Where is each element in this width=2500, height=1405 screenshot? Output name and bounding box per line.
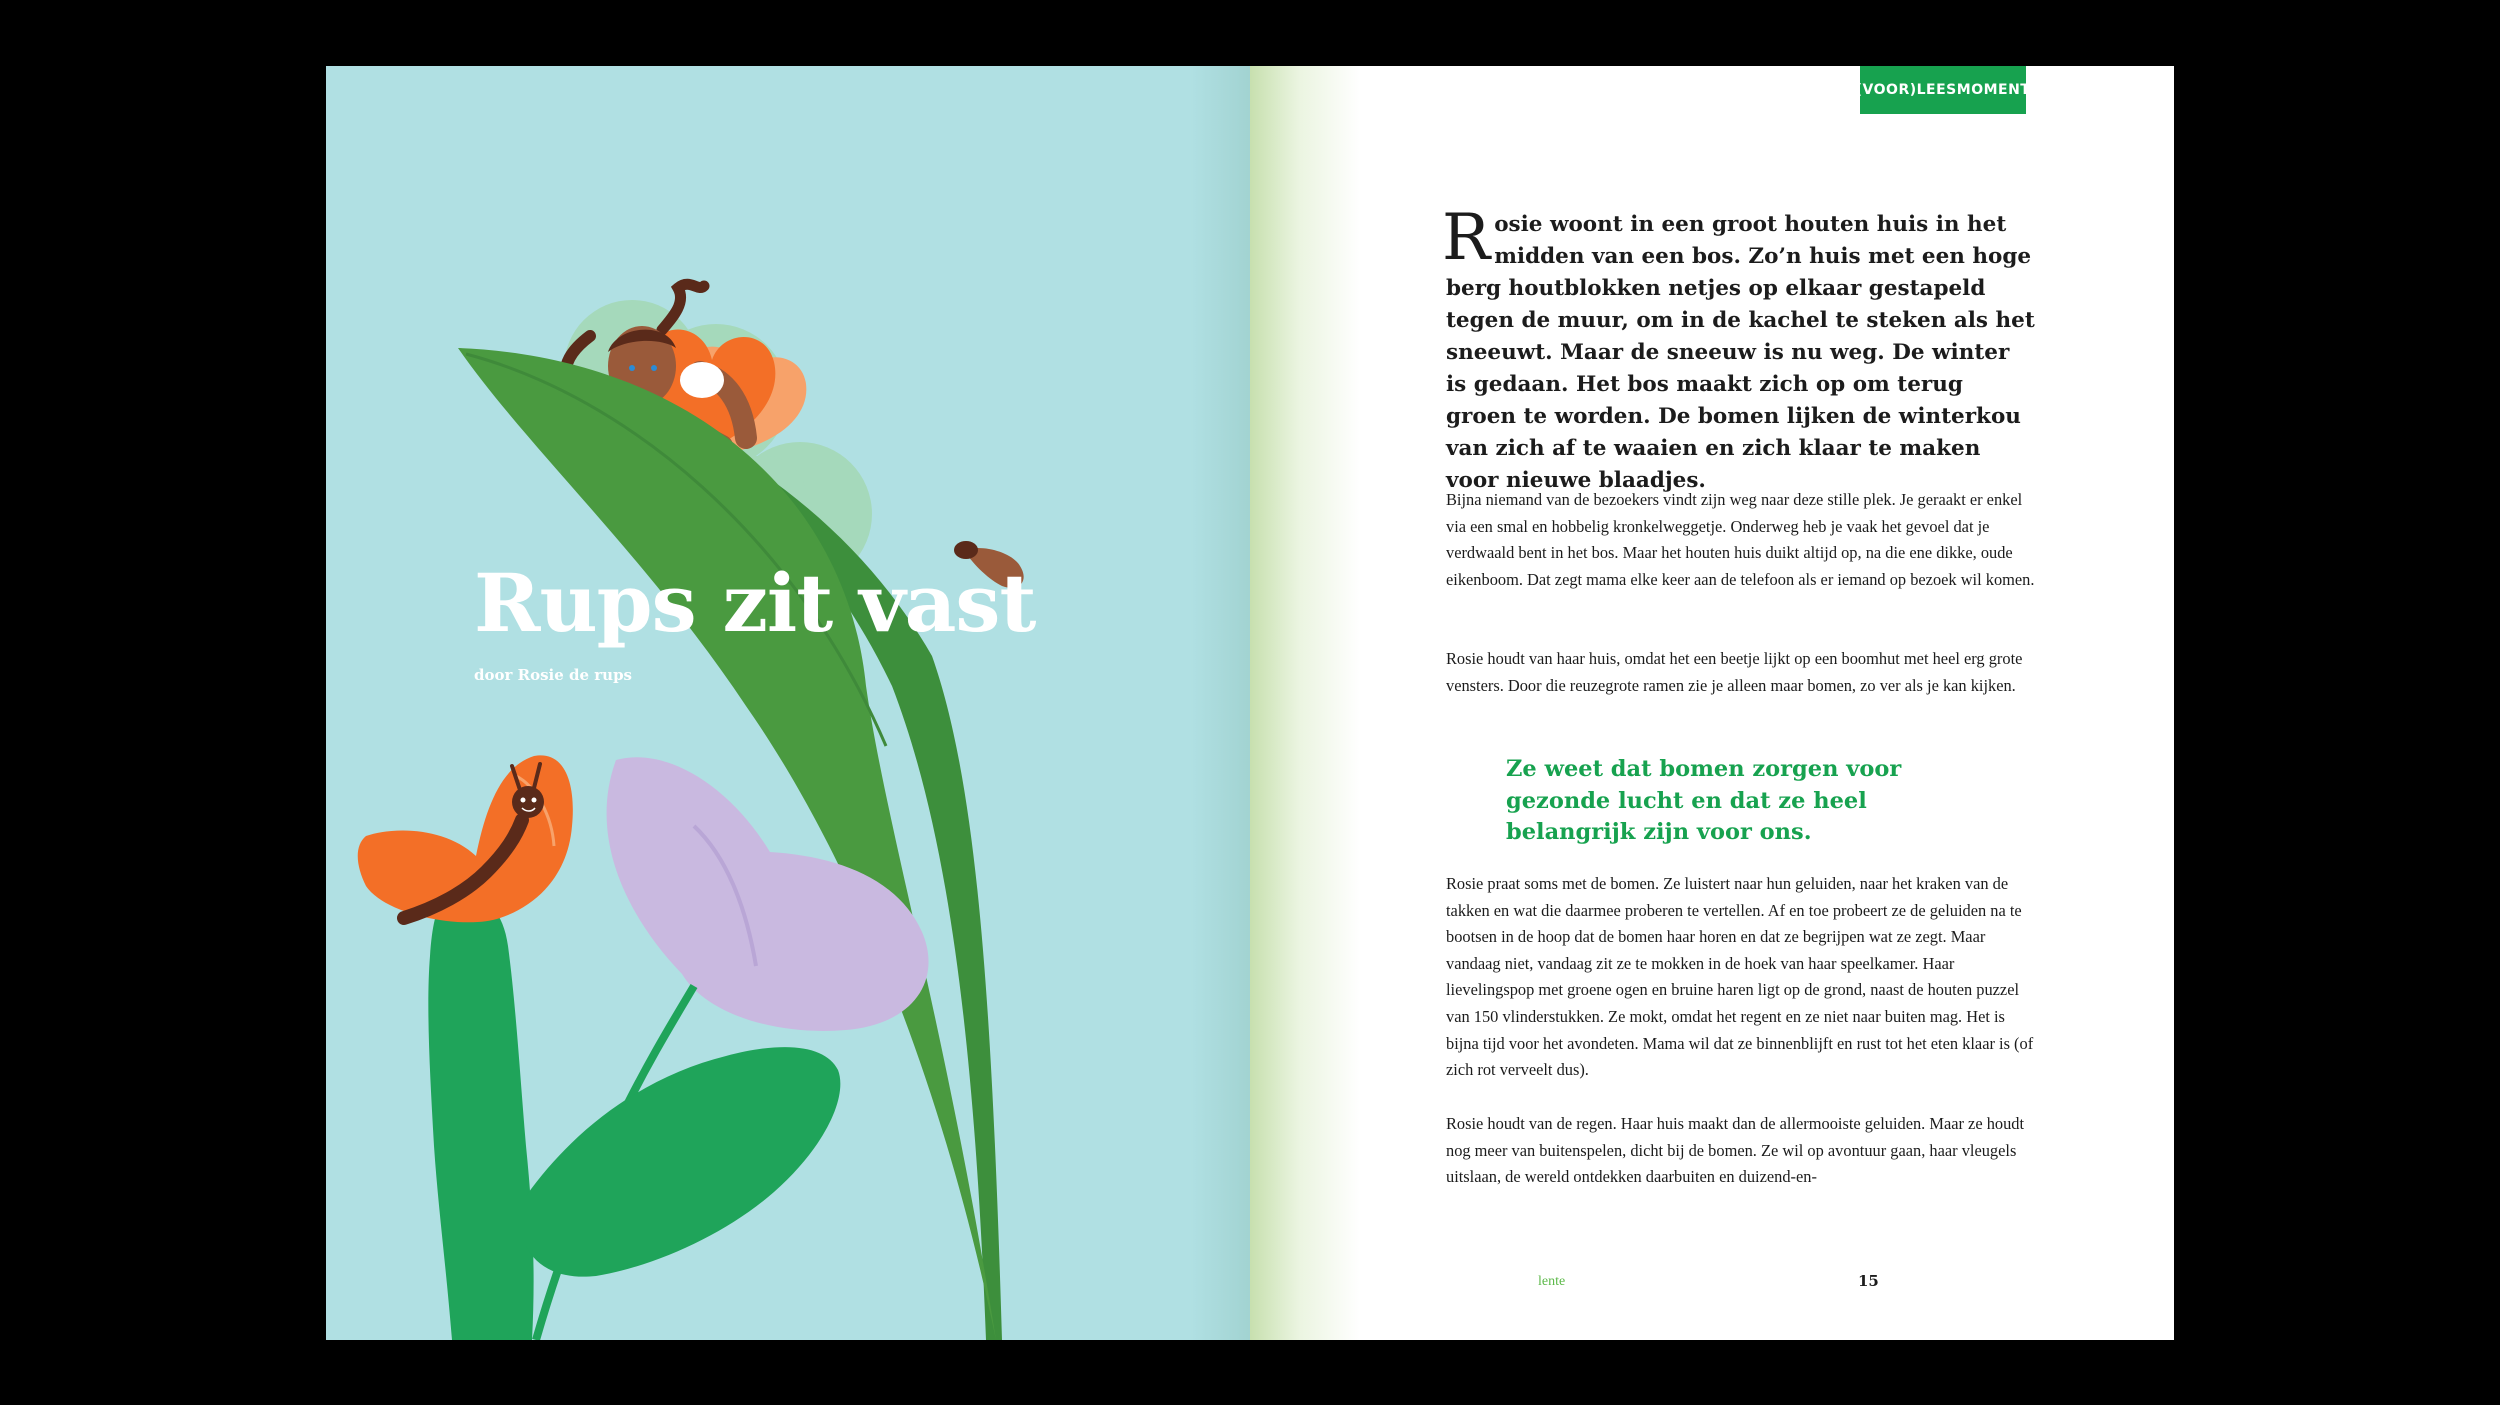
gutter-shadow [1250, 66, 1360, 1340]
lead-text: osie woont in een groot houten huis in het midden van een bos. Zo’n huis met een hoge berg houtblokken netjes op elkaar gestapeld tegen de muur, om in de kachel te steken als het sneeuwt. Maar de sneeuw is nu weg. De winter is gedaan. Het bos maakt zich op om terug groen te worden. De bomen lijken de winterkou van zich af te waaien en zich klaar te maken voor nieuwe blaadjes. [1446, 212, 2035, 493]
gutter-shade-left [1190, 66, 1250, 1340]
body-paragraph-3: Rosie praat soms met de bomen. Ze luistert naar hun geluiden, naar het kraken van de takken en wat die daarmee proberen te vertellen. Af en toe probeert ze de geluiden na te bootsen in de hoop dat de bomen haar horen en dat ze begrijpen wat ze zegt. Maar vandaag niet, vandaag zit ze te mokken in de hoek van haar speelkamer. Haar lievelingspop met groene ogen en bruine haren ligt op de grond, naast de houten puzzel van 150 vlinderstukken. Ze mokt, omdat het regent en ze niet naar buiten mag. Het is bijna tijd voor het avondeten. Mama wil dat ze binnenblijft en rust tot het eten klaar is (of zich rot verveelt dus). [1446, 874, 2034, 1080]
magazine-spread [326, 66, 2174, 1340]
body-paragraph-1: Bijna niemand van de bezoekers vindt zijn weg naar deze stille plek. Je geraakt er enkel via een smal en hobbelig kronkelweggetje. Onderweg heb je vaak het gevoel dat je verdwaald bent in het bos. Maar het houten huis duikt altijd op, na die ene dikke, oude eikenboom. Dat zegt mama elke keer aan de telefoon als er iemand op bezoek wil komen. [1446, 490, 2035, 589]
footer-section-label: lente [1538, 1274, 1566, 1289]
lead-paragraph [1442, 201, 2036, 497]
story-title: Rups zit vast [474, 556, 1036, 650]
body-paragraph-4: Rosie houdt van de regen. Haar huis maakt dan de allermooiste geluiden. Maar ze houdt nog meer van buitenspelen, dicht bij de bomen. Ze wil op avontuur gaan, haar vleugels uitslaan, de wereld ontdekken daarbuiten en duizend-en- [1446, 1114, 2025, 1187]
body-paragraph-2: Rosie houdt van haar huis, omdat het een beetje lijkt op een boomhut met heel erg grote vensters. Door die reuzegrote ramen zie je alleen maar bomen, zo ver als je kan kijken. [1446, 649, 2023, 695]
story-byline: door Rosie de rups [474, 666, 632, 684]
drop-cap: R [1442, 201, 1491, 275]
left-page [326, 66, 1250, 1340]
pull-quote: Ze weet dat bomen zorgen voor gezonde lucht en dat ze heel belangrijk zijn voor ons. [1506, 756, 1902, 845]
section-tag: (VOOR)LEESMOMENT [1860, 66, 2026, 114]
page-number: 15 [1858, 1272, 1879, 1290]
right-page [1250, 66, 2174, 1340]
story-illustration [326, 66, 1250, 1340]
